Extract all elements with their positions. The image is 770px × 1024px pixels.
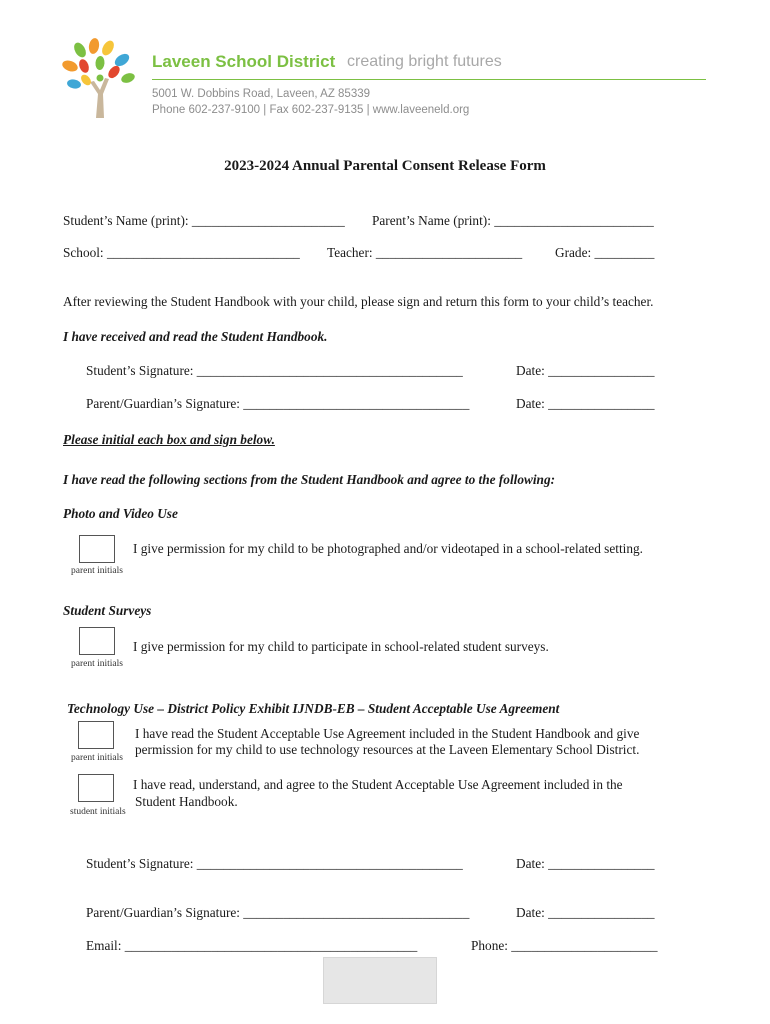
technology-student-initials-label: student initials [70,807,126,817]
surveys-parent-initials-box[interactable] [79,627,115,655]
photo-parent-initials-box[interactable] [79,535,115,563]
district-name: Laveen School District [152,52,336,71]
letterhead-divider [152,79,706,80]
grade-field[interactable]: Grade: _________ [555,245,655,260]
student-signature-field-1[interactable]: Student’s Signature: ________________________________________ [86,363,463,378]
photo-permission-text: I give permission for my child to be photographed and/or videotaped in a school-related setting. [133,541,643,556]
student-name-field[interactable]: Student’s Name (print): _______________________ [63,213,345,228]
student-signature-field-2[interactable]: Student’s Signature: ________________________________________ [86,856,463,871]
received-heading: I have received and read the Student Handbook. [63,329,328,344]
district-contact: Phone 602-237-9100 | Fax 602-237-9135 | www.laveeneld.org [152,104,470,116]
initial-instruction: Please initial each box and sign below. [63,432,275,447]
technology-parent-initials-box[interactable] [78,721,114,749]
teacher-field[interactable]: Teacher: ______________________ [327,245,523,260]
technology-parent-text-line1: I have read the Student Acceptable Use Agreement included in the Student Handbook and give [135,726,640,741]
parent-name-field[interactable]: Parent’s Name (print): ________________________ [372,213,654,228]
technology-heading: Technology Use – District Policy Exhibit IJNDB-EB – Student Acceptable Use Agreement [67,701,560,716]
district-tagline: creating bright futures [347,53,502,70]
student-date-field-1[interactable]: Date: ________________ [516,363,655,378]
surveys-initials-label: parent initials [71,659,123,669]
photo-heading: Photo and Video Use [63,506,178,521]
surveys-permission-text: I give permission for my child to participate in school-related student surveys. [133,639,549,654]
technology-student-text-line1: I have read, understand, and agree to the Student Acceptable Use Agreement included in the [133,777,623,792]
technology-parent-text-line2: permission for my child to use technology resources at the Laveen Elementary School District. [135,742,640,757]
student-date-field-2[interactable]: Date: ________________ [516,856,655,871]
parent-date-field-2[interactable]: Date: ________________ [516,905,655,920]
phone-field[interactable]: Phone: ______________________ [471,938,658,953]
instruction-text: After reviewing the Student Handbook with your child, please sign and return this form to your child’s teacher. [63,294,654,309]
district-logo-tree [60,38,140,120]
form-title: 2023-2024 Annual Parental Consent Release Form [224,158,546,174]
agree-heading: I have read the following sections from the Student Handbook and agree to the following: [63,472,556,487]
parent-signature-field-1[interactable]: Parent/Guardian’s Signature: __________________________________ [86,396,470,411]
email-field[interactable]: Email: ____________________________________________ [86,938,418,953]
photo-initials-label: parent initials [71,566,123,576]
technology-student-text-line2: Student Handbook. [135,794,238,809]
district-address: 5001 W. Dobbins Road, Laveen, AZ 85339 [152,88,371,100]
technology-student-initials-box[interactable] [78,774,114,802]
parent-signature-field-2[interactable]: Parent/Guardian’s Signature: __________________________________ [86,905,470,920]
parent-date-field-1[interactable]: Date: ________________ [516,396,655,411]
technology-parent-initials-label: parent initials [71,753,123,763]
surveys-heading: Student Surveys [63,603,152,618]
school-field[interactable]: School: _____________________________ [63,245,300,260]
page-footer-tab [323,957,437,1004]
